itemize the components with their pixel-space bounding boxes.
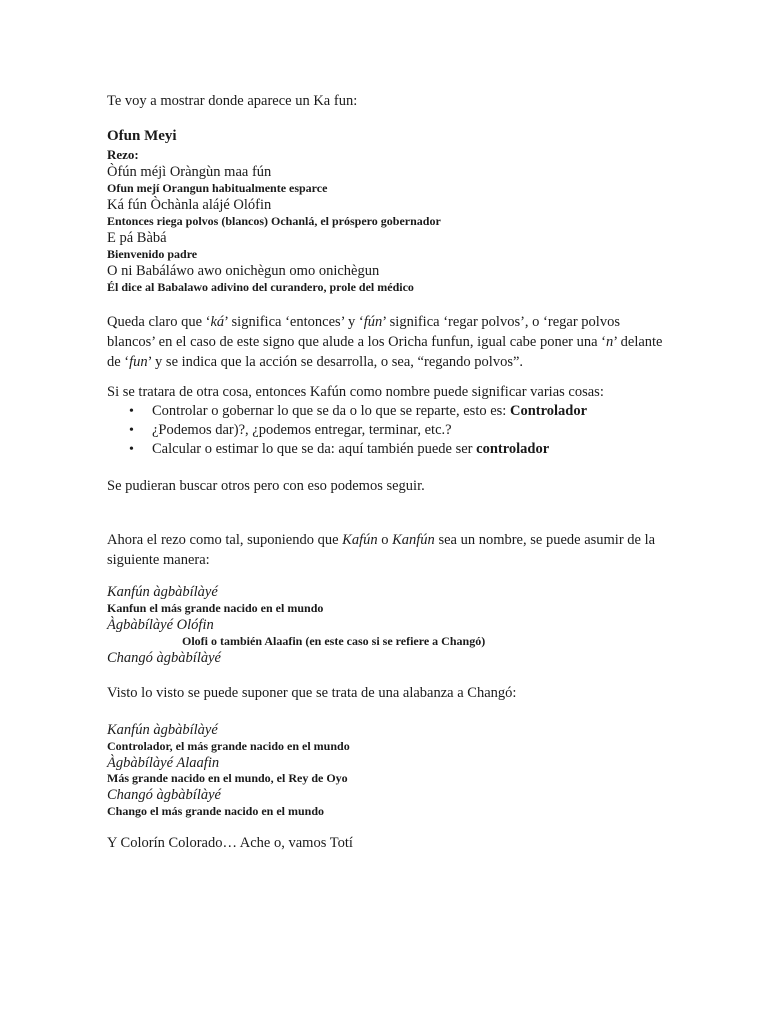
meanings-list xyxy=(107,402,587,459)
rezo3-spanish-line: Controlador, el más grande nacido en el mundo xyxy=(107,739,350,753)
rezo-yoruba-line: O ni Babáláwo awo onichègun omo onichègun xyxy=(107,263,380,279)
rezo3-yoruba-line: Changó àgbàbílàyé xyxy=(107,787,221,803)
rezo-spanish-line: Entonces riega polvos (blancos) Ochanlá, el próspero gobernador xyxy=(107,214,441,228)
rezo2-spanish-line: Kanfun el más grande nacido en el mundo xyxy=(107,601,324,615)
rezo-yoruba-line: E pá Bàbá xyxy=(107,230,167,246)
explanation-paragraph: Queda claro que ‘ká’ significa ‘entonces’ y ‘fún’ significa ‘regar polvos’, o ‘regar polvos blancos’ en el caso de este signo que alude a los Oricha funfun, igual cabe poner una ‘n’ delante de ‘fun’ y se indica que la acción se desarrolla, o sea, “regando polvos”. xyxy=(107,314,663,370)
rezo2-yoruba-line: Àgbàbílàyé Olófin xyxy=(107,617,214,633)
sign-title: Ofun Meyi xyxy=(107,128,177,144)
rezo3-spanish-line: Chango el más grande nacido en el mundo xyxy=(107,804,325,818)
rezo2-spanish-line: Olofi o también Alaafin (en este caso si se refiere a Changó) xyxy=(182,634,486,648)
praise-intro: Visto lo visto se puede suponer que se trata de una alabanza a Changó: xyxy=(107,685,517,701)
closing-text: Y Colorín Colorado… Ache o, vamos Totí xyxy=(107,835,353,851)
intro-text: Te voy a mostrar donde aparece un Ka fun: xyxy=(107,93,358,109)
rezo2-yoruba-line: Kanfún àgbàbílàyé xyxy=(107,584,218,600)
meanings-intro: Si se tratara de otra cosa, entonces Kafún como nombre puede significar varias cosas: xyxy=(107,384,604,400)
rezo3-yoruba-line: Àgbàbílàyé Alaafin xyxy=(107,755,220,771)
rezo2-yoruba-line: Changó àgbàbílàyé xyxy=(107,650,221,666)
continue-text: Se pudieran buscar otros pero con eso podemos seguir. xyxy=(107,478,425,494)
rezo-spanish-line: Ofun mejí Orangun habitualmente esparce xyxy=(107,181,328,195)
rezo-label: Rezo: xyxy=(107,147,139,162)
rezo-yoruba-line: Ká fún Òchànla alájé Olófin xyxy=(107,197,272,213)
list-item: • Controlar o gobernar lo que se da o lo que se reparte, esto es: Controlador xyxy=(107,402,587,421)
interpretation-paragraph: Ahora el rezo como tal, suponiendo que Kafún o Kanfún sea un nombre, se puede asumir de la siguiente manera: xyxy=(107,532,656,568)
list-item: • ¿Podemos dar)?, ¿podemos entregar, terminar, etc.? xyxy=(107,421,587,440)
rezo-spanish-line: Él dice al Babalawo adivino del curandero, prole del médico xyxy=(107,280,414,294)
rezo3-yoruba-line: Kanfún àgbàbílàyé xyxy=(107,722,218,738)
list-item: • Calcular o estimar lo que se da: aquí también puede ser controlador xyxy=(107,440,587,459)
rezo-spanish-line: Bienvenido padre xyxy=(107,247,198,261)
rezo3-spanish-line: Más grande nacido en el mundo, el Rey de Oyo xyxy=(107,771,348,785)
rezo-yoruba-line: Òfún méjì Oràngùn maa fún xyxy=(107,164,272,180)
